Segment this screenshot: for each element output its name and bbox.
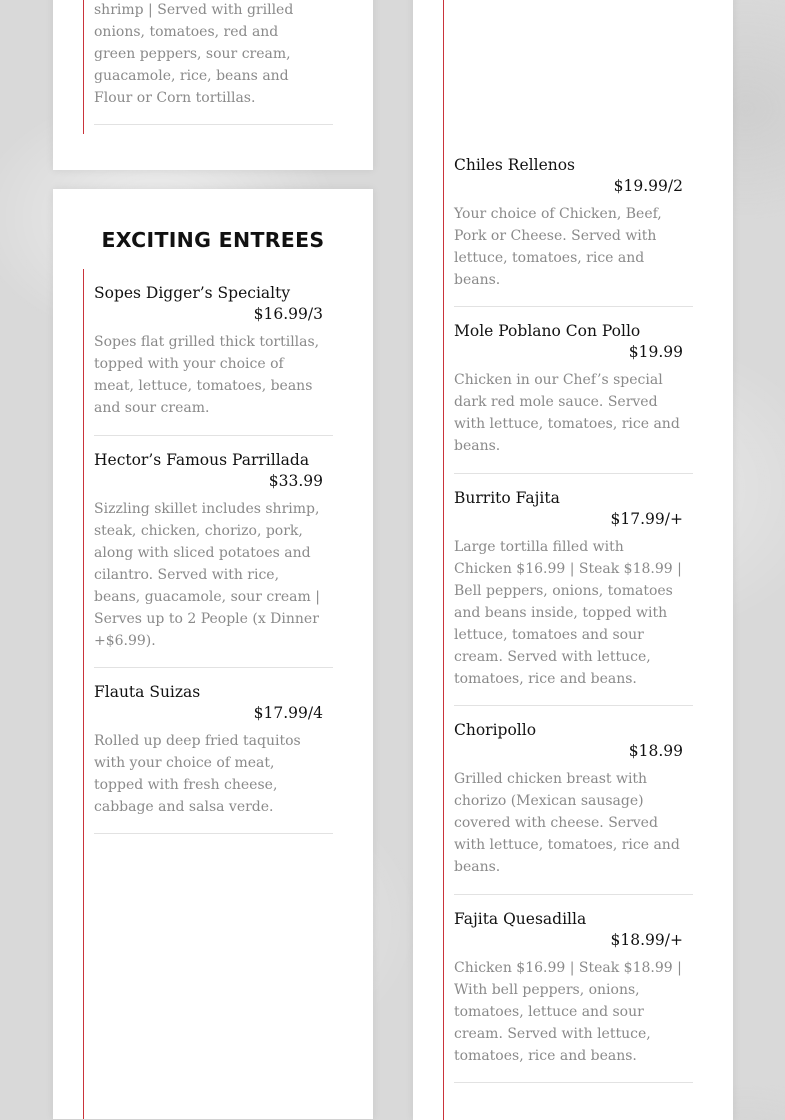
item-divider: [94, 435, 333, 436]
desc-line: guacamole, rice, beans and: [94, 68, 289, 84]
menu-card-right: [413, 0, 733, 1120]
item-price: $16.99/3: [253, 305, 323, 323]
item-price: $17.99/+: [610, 510, 683, 528]
item-name: Fajita Quesadilla: [454, 910, 587, 928]
item-description: Sopes flat grilled thick tortillas, topped with your choice of meat, lettuce, tomatoes, beans and sour cream.: [94, 334, 320, 416]
item-divider: [454, 1082, 693, 1083]
item-description: Grilled chicken breast with chorizo (Mexican sausage) covered with cheese. Served with lettuce, tomatoes, rice and beans.: [454, 771, 680, 875]
item-name: Hector’s Famous Parrillada: [94, 451, 310, 469]
item-name: Mole Poblano Con Pollo: [454, 322, 641, 340]
item-divider: [94, 124, 333, 125]
menu-item-flauta-suizas: [94, 681, 333, 818]
item-divider: [94, 667, 333, 668]
item-description: [94, 0, 323, 109]
menu-item-chiles-rellenos: [454, 154, 693, 291]
item-name: Sopes Digger’s Specialty: [94, 284, 291, 302]
item-price: $17.99/4: [253, 704, 323, 722]
item-price: $33.99: [268, 472, 323, 490]
item-divider: [454, 306, 693, 307]
menu-item-burrito-fajita: [454, 487, 693, 690]
section-title: EXCITING ENTREES: [101, 228, 325, 252]
item-name: Burrito Fajita: [454, 489, 560, 507]
item-name: Chiles Rellenos: [454, 156, 576, 174]
menu-item-mole-poblano: [454, 320, 693, 457]
item-price: $19.99/2: [613, 177, 683, 195]
item-description: Chicken in our Chef’s special dark red mole sauce. Served with lettuce, tomatoes, rice and beans.: [454, 372, 680, 454]
item-price: $18.99: [628, 742, 683, 760]
desc-line: onions, tomatoes, red and: [94, 24, 279, 40]
item-description: Chicken $16.99 | Steak $18.99 | With bell peppers, onions, tomatoes, lettuce and sour cream. Served with lettuce, tomatoes, rice and beans.: [454, 960, 682, 1064]
desc-line: green peppers, sour cream,: [94, 46, 291, 62]
item-divider: [94, 833, 333, 834]
item-name: Choripollo: [454, 721, 537, 739]
item-description: Large tortilla filled with Chicken $16.99 | Steak $18.99 | Bell peppers, onions, tomatoes and beans inside, topped with lettuce, tomatoes and sour cream. Served with lettuce, tomatoes, rice and beans.: [454, 539, 682, 687]
item-divider: [454, 894, 693, 895]
accent-line: [83, 0, 84, 134]
menu-item-sopes: [94, 282, 333, 419]
accent-line: [83, 269, 84, 1119]
item-price: $19.99: [628, 343, 683, 361]
menu-item-fajita-quesadilla: [454, 908, 693, 1067]
desc-line: Flour or Corn tortillas.: [94, 90, 256, 106]
desc-line: shrimp | Served with grilled: [94, 2, 294, 18]
item-divider: [454, 705, 693, 706]
item-price: $18.99/+: [610, 931, 683, 949]
item-description: Your choice of Chicken, Beef, Pork or Cheese. Served with lettuce, tomatoes, rice and beans.: [454, 206, 662, 288]
item-divider: [454, 473, 693, 474]
item-description: Rolled up deep fried taquitos with your choice of meat, topped with fresh cheese, cabbage and salsa verde.: [94, 733, 301, 815]
item-name: Flauta Suizas: [94, 683, 201, 701]
menu-card-exciting-entrees: [53, 189, 373, 1119]
menu-item-parrillada: [94, 449, 333, 652]
item-description: Sizzling skillet includes shrimp, steak, chicken, chorizo, pork, along with sliced potatoes and cilantro. Served with rice, beans, guacamole, sour cream | Serves up to 2 People (x Dinner +$6.99).: [94, 501, 320, 649]
accent-line: [443, 0, 444, 1120]
menu-item-choripollo: [454, 719, 693, 878]
menu-card-top-left: [53, 0, 373, 170]
